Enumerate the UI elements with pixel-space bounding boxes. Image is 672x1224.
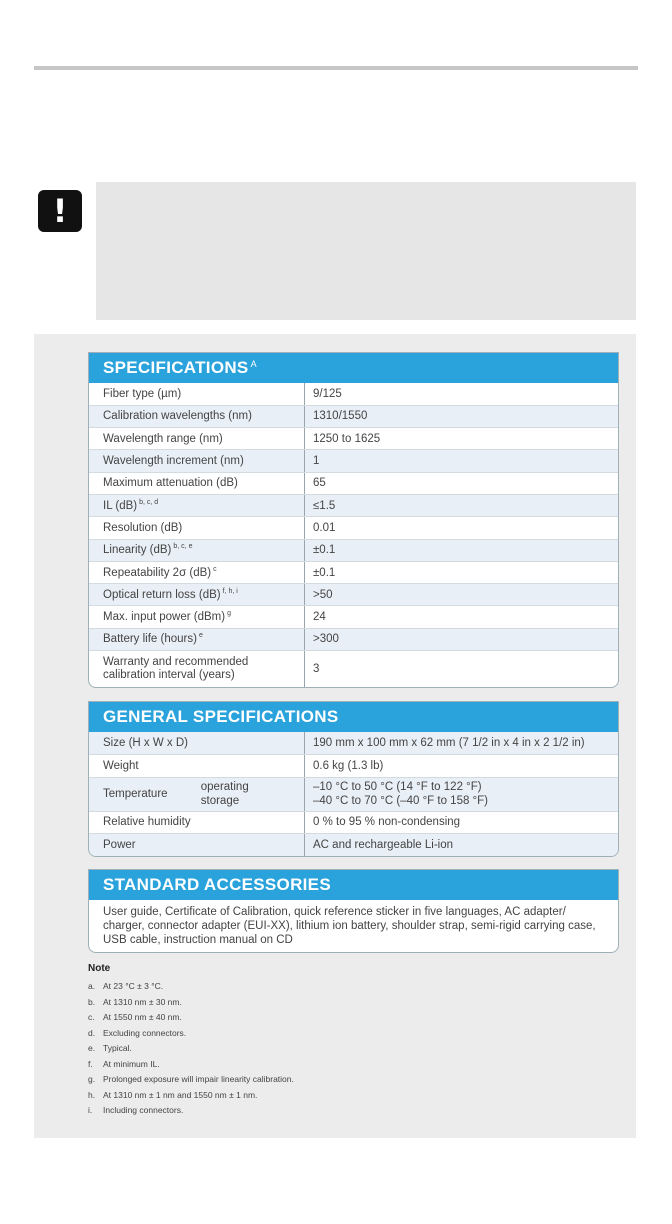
spec-label-cell [89, 383, 305, 405]
note-item [88, 1088, 294, 1104]
footnote-marker: b, c, e [173, 543, 193, 551]
spec-value: 24 [305, 606, 619, 628]
spec-value: 3 [313, 662, 320, 675]
table-row [89, 628, 618, 650]
spec-label-cell [89, 584, 305, 606]
notice-box [96, 182, 636, 320]
spec-label-cell [89, 428, 305, 450]
footnote-marker: e [198, 632, 203, 640]
spec-label-cell [89, 606, 305, 628]
spec-label-cell [89, 450, 305, 472]
spec-label: Maximum attenuation (dB) [103, 477, 238, 490]
table-row [89, 584, 618, 606]
note-letter: g. [88, 1074, 96, 1084]
note-letter: f. [88, 1058, 93, 1069]
note-item [88, 1041, 294, 1057]
temperature-values [305, 777, 619, 811]
operating-value: –10 °C to 50 °C (14 °F to 122 °F) [313, 781, 482, 793]
spec-label: Resolution (dB) [103, 521, 183, 534]
spec-label: Weight [89, 755, 305, 778]
notes-list [88, 979, 294, 1119]
spec-value: 1 [305, 450, 619, 472]
footnote-marker: c [213, 565, 217, 573]
spec-label: Fiber type (µm) [103, 387, 182, 400]
spec-label: Optical return loss (dB) [103, 588, 221, 601]
standard-accessories-header: STANDARD ACCESSORIES [89, 870, 618, 900]
general-specifications-header: GENERAL SPECIFICATIONS [89, 702, 618, 732]
table-row [89, 732, 618, 755]
table-row [89, 539, 618, 561]
note-text: Typical. [103, 1043, 132, 1053]
accessories-line: User guide, Certificate of Calibration, quick reference sticker in five languages, AC adapter/ [103, 906, 566, 918]
note-text: At minimum IL. [103, 1058, 160, 1069]
spec-label: Max. input power (dBm) [103, 611, 226, 624]
spec-label-cell [89, 494, 305, 516]
table-row [89, 834, 618, 857]
spec-value: 1310/1550 [305, 405, 619, 427]
note-text: At 23 °C ± 3 °C. [103, 981, 164, 991]
table-row [89, 755, 618, 778]
note-letter: e. [88, 1043, 96, 1053]
spec-label: Wavelength increment (nm) [103, 455, 244, 468]
spec-label-cell [89, 539, 305, 561]
note-item [88, 1026, 294, 1042]
note-letter: i. [88, 1105, 93, 1115]
note-text: Prolonged exposure will impair linearity calibration. [103, 1074, 294, 1084]
table-row [89, 517, 618, 539]
notes-title: Note [88, 963, 111, 974]
specifications-table [89, 383, 618, 687]
spec-label: Warranty and recommended calibration interval (years) [103, 655, 249, 681]
spec-value: >50 [305, 584, 619, 606]
table-row [89, 651, 618, 687]
table-row [89, 450, 618, 472]
top-rule [34, 66, 638, 70]
temperature-sub-labels [201, 780, 249, 808]
spec-label: IL (dB) [103, 499, 138, 512]
specifications-title-note: A [250, 359, 257, 369]
note-item [88, 1072, 294, 1088]
storage-label: storage [200, 795, 240, 807]
spec-label: Calibration wavelengths (nm) [103, 410, 252, 423]
footnote-marker: b, c, d [139, 498, 159, 506]
spec-value: ±0.1 [305, 539, 619, 561]
specifications-card [88, 352, 619, 688]
table-row [89, 428, 618, 450]
spec-label-cell [89, 651, 305, 687]
spec-label: Size (H x W x D) [89, 732, 305, 755]
table-row [89, 405, 618, 427]
table-row [89, 472, 618, 494]
spec-value: 190 mm x 100 mm x 62 mm (7 1/2 in x 4 in x 2 1/2 in) [305, 732, 619, 755]
spec-label-cell [89, 472, 305, 494]
general-specifications-card [88, 701, 619, 857]
table-row [89, 561, 618, 583]
note-text: At 1310 nm ± 1 nm and 1550 nm ± 1 nm. [103, 1089, 258, 1100]
table-row [89, 777, 618, 811]
note-item [88, 1103, 294, 1119]
spec-label: Linearity (dB) [103, 544, 172, 557]
note-text: Including connectors. [103, 1105, 184, 1115]
specifications-header [89, 353, 618, 383]
note-text: At 1550 nm ± 40 nm. [103, 1012, 182, 1022]
footnote-marker: f, h, i [222, 587, 238, 595]
spec-value: 0.01 [305, 517, 619, 539]
spec-value: >300 [305, 628, 619, 650]
note-letter: a. [88, 981, 96, 991]
storage-value: –40 °C to 70 °C (–40 °F to 158 °F) [313, 795, 489, 807]
specifications-title: SPECIFICATIONS [103, 358, 249, 377]
spec-value: 65 [305, 472, 619, 494]
spec-value: 9/125 [305, 383, 619, 405]
note-letter: b. [88, 996, 96, 1007]
note-item [88, 1057, 294, 1073]
spec-label-cell [89, 405, 305, 427]
standard-accessories-text [89, 900, 618, 952]
spec-label-cell [89, 628, 305, 650]
spec-label: Repeatability 2σ (dB) [103, 566, 212, 579]
footnote-marker: g [227, 610, 231, 618]
spec-value: ±0.1 [305, 561, 619, 583]
table-row [89, 383, 618, 405]
note-item [88, 995, 294, 1011]
table-row [89, 606, 618, 628]
spec-label: Temperature [103, 788, 168, 800]
note-text: Excluding connectors. [103, 1027, 187, 1038]
note-item [88, 1010, 294, 1026]
spec-label: Power [89, 834, 305, 857]
spec-value: 0 % to 95 % non-condensing [305, 811, 619, 834]
spec-label-cell [89, 517, 305, 539]
note-text: At 1310 nm ± 30 nm. [103, 996, 182, 1007]
accessories-line: USB cable, instruction manual on CD [103, 934, 293, 946]
accessories-line: charger, connector adapter (EUI-XX), lithium ion battery, shoulder strap, semi-rigid carrying case, [103, 920, 596, 932]
note-letter: h. [88, 1089, 96, 1100]
table-row [89, 494, 618, 516]
spec-value: AC and rechargeable Li-ion [305, 834, 619, 857]
operating-label: operating [200, 781, 249, 793]
spec-value: ≤1.5 [305, 494, 619, 516]
note-item [88, 979, 294, 995]
table-row [89, 811, 618, 834]
note-letter: c. [88, 1012, 95, 1022]
spec-label-cell [89, 561, 305, 583]
temperature-label-cell [89, 777, 305, 811]
spec-value: 1250 to 1625 [305, 428, 619, 450]
general-specifications-table [89, 732, 618, 856]
exclamation-icon: ! [38, 190, 82, 232]
note-letter: d. [88, 1027, 96, 1038]
spec-label: Wavelength range (nm) [103, 432, 223, 445]
spec-value: 0.6 kg (1.3 lb) [305, 755, 619, 778]
spec-label: Battery life (hours) [103, 633, 197, 646]
spec-label: Relative humidity [89, 811, 305, 834]
standard-accessories-card [88, 869, 619, 953]
